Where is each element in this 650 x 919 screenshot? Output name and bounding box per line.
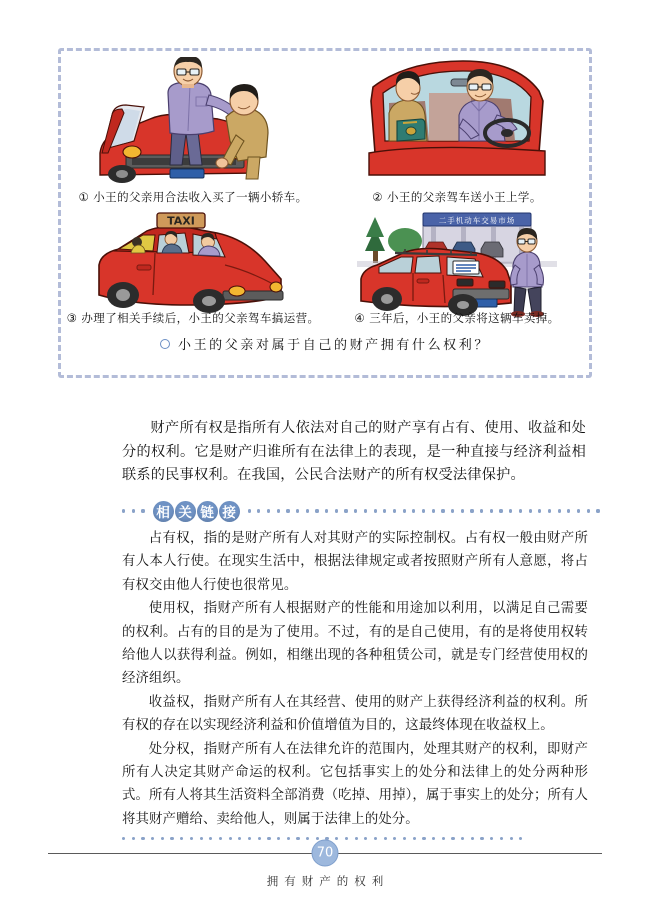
title-chip: 相 (153, 501, 174, 522)
dot-icon (451, 509, 454, 512)
caption-row-bottom (61, 309, 589, 327)
dot-icon (296, 509, 299, 512)
related-link-section (122, 498, 588, 840)
dot-icon (441, 509, 444, 512)
dot-icon (393, 509, 396, 512)
caption-3-body: 办理了相关手续后，小王的父亲驾车搞运营。 (81, 311, 320, 325)
related-paragraph-4: 处分权，指财产所有人在法律允许的范围内，处理其财产的权利，即财产所有人决定其财产命运的权利。它包括事实上的处分和法律上的处分两种形式。所有人将其生活资料全部消费（吃掉、用掉），属于事实上的处分；所有人将其财产赠给、卖给他人，则属于法律上的处分。 (122, 741, 588, 827)
caption-2 (325, 188, 589, 206)
discussion-question (61, 334, 589, 353)
dot-icon (412, 509, 415, 512)
scene-selling-car (357, 209, 557, 321)
dot-icon (132, 509, 135, 512)
dot-icon (461, 509, 464, 512)
related-link-title (153, 501, 240, 522)
caption-1-body: 小王的父亲用合法收入买了一辆小轿车。 (93, 190, 308, 204)
title-chip: 关 (175, 501, 196, 522)
dot-icon (374, 509, 377, 512)
dot-icon (519, 509, 522, 512)
dot-icon (470, 509, 473, 512)
dot-icon (596, 509, 599, 512)
dot-icon (403, 509, 406, 512)
caption-2-marker: ② (372, 190, 383, 204)
caption-1-text (79, 190, 308, 204)
illustration-row-top (61, 57, 589, 197)
caption-2-body: 小王的父亲驾车送小王上学。 (387, 190, 542, 204)
taxi-sign-text: TAXI (167, 214, 195, 228)
dot-icon (248, 509, 251, 512)
title-chip: 接 (219, 501, 240, 522)
dot-icon (344, 509, 347, 512)
dot-icon (141, 509, 144, 512)
caption-4-body: 三年后，小王的父亲将这辆车卖掉。 (369, 311, 560, 325)
question-text: 小王的父亲对属于自己的财产拥有什么权利？ (177, 338, 490, 353)
market-sign-text: 二手机动车交易市场 (438, 216, 516, 225)
dot-icon (315, 509, 318, 512)
scene-1-svg (98, 57, 288, 185)
dot-icon (383, 509, 386, 512)
illustration-panel-2 (325, 57, 589, 197)
dot-icon (577, 509, 580, 512)
caption-3 (61, 309, 325, 327)
dot-icon (499, 509, 502, 512)
related-paragraph-1: 占有权，指的是财产所有人对其财产的实际控制权。占有权一般由财产所有人本人行使。在现实生活中，根据法律规定或者按照财产所有人意愿，将占有权交由他人行使也很常见。 (122, 531, 588, 593)
dot-icon (277, 509, 280, 512)
dot-icon (122, 509, 125, 512)
scene-taxi-operation (93, 209, 293, 321)
illustration-box (58, 48, 592, 378)
scene-3-svg (93, 209, 293, 321)
related-link-body (122, 527, 588, 831)
dot-icon (432, 509, 435, 512)
dot-icon (538, 509, 541, 512)
scene-father-buys-car (98, 57, 288, 185)
header-dots-left (122, 509, 145, 512)
page-footer (0, 829, 650, 919)
scene-father-drives-son (367, 57, 547, 179)
dot-icon (480, 509, 483, 512)
dot-icon (567, 509, 570, 512)
caption-4 (325, 309, 589, 327)
dot-icon (548, 509, 551, 512)
dot-icon (354, 509, 357, 512)
dot-icon (325, 509, 328, 512)
header-dots-right (248, 509, 600, 512)
illustration-panel-1 (61, 57, 325, 197)
caption-row-top (61, 188, 589, 206)
dot-icon (529, 509, 532, 512)
caption-1-marker: ① (78, 190, 90, 204)
dot-icon (267, 509, 270, 512)
scene-4-svg (357, 209, 557, 321)
page-number-badge: 70 (312, 840, 339, 867)
dot-icon (364, 509, 367, 512)
dot-icon (490, 509, 493, 512)
dot-icon (422, 509, 425, 512)
related-paragraph-3: 收益权，指财产所有人在其经营、使用的财产上获得经济利益的权利。所有权的存在以实现经济利益和价值增值为目的，这最终体现在收益权上。 (122, 694, 588, 734)
footer-chapter-title: 拥有财产的权利 (266, 874, 390, 888)
dot-icon (558, 509, 561, 512)
caption-3-marker: ③ (66, 311, 78, 325)
title-chip: 链 (197, 501, 218, 522)
bullet-circle-icon (160, 339, 170, 349)
related-link-header (122, 498, 588, 524)
caption-4-marker: ④ (354, 311, 366, 325)
caption-1 (61, 188, 325, 206)
dot-icon (286, 509, 289, 512)
main-paragraph: 财产所有权是指所有人依法对自己的财产享有占有、使用、收益和处分的权利。它是财产归谁所有在法律上的表现，是一种直接与经济利益相联系的民事权利。在我国，公民合法财产的所有权受法律保护。 (122, 420, 586, 484)
dot-icon (335, 509, 338, 512)
related-paragraph-2: 使用权，指财产所有人根据财产的性能和用途加以利用，以满足自己需要的权利。占有的目的是为了使用。不过，有的是自己使用，有的是将使用权转给他人以获得利益。例如，相继出现的各种租赁公司，就是专门经营使用权的经济组织。 (122, 601, 588, 687)
dot-icon (257, 509, 260, 512)
dot-icon (587, 509, 590, 512)
scene-2-svg (367, 57, 547, 179)
dot-icon (306, 509, 309, 512)
dot-icon (509, 509, 512, 512)
